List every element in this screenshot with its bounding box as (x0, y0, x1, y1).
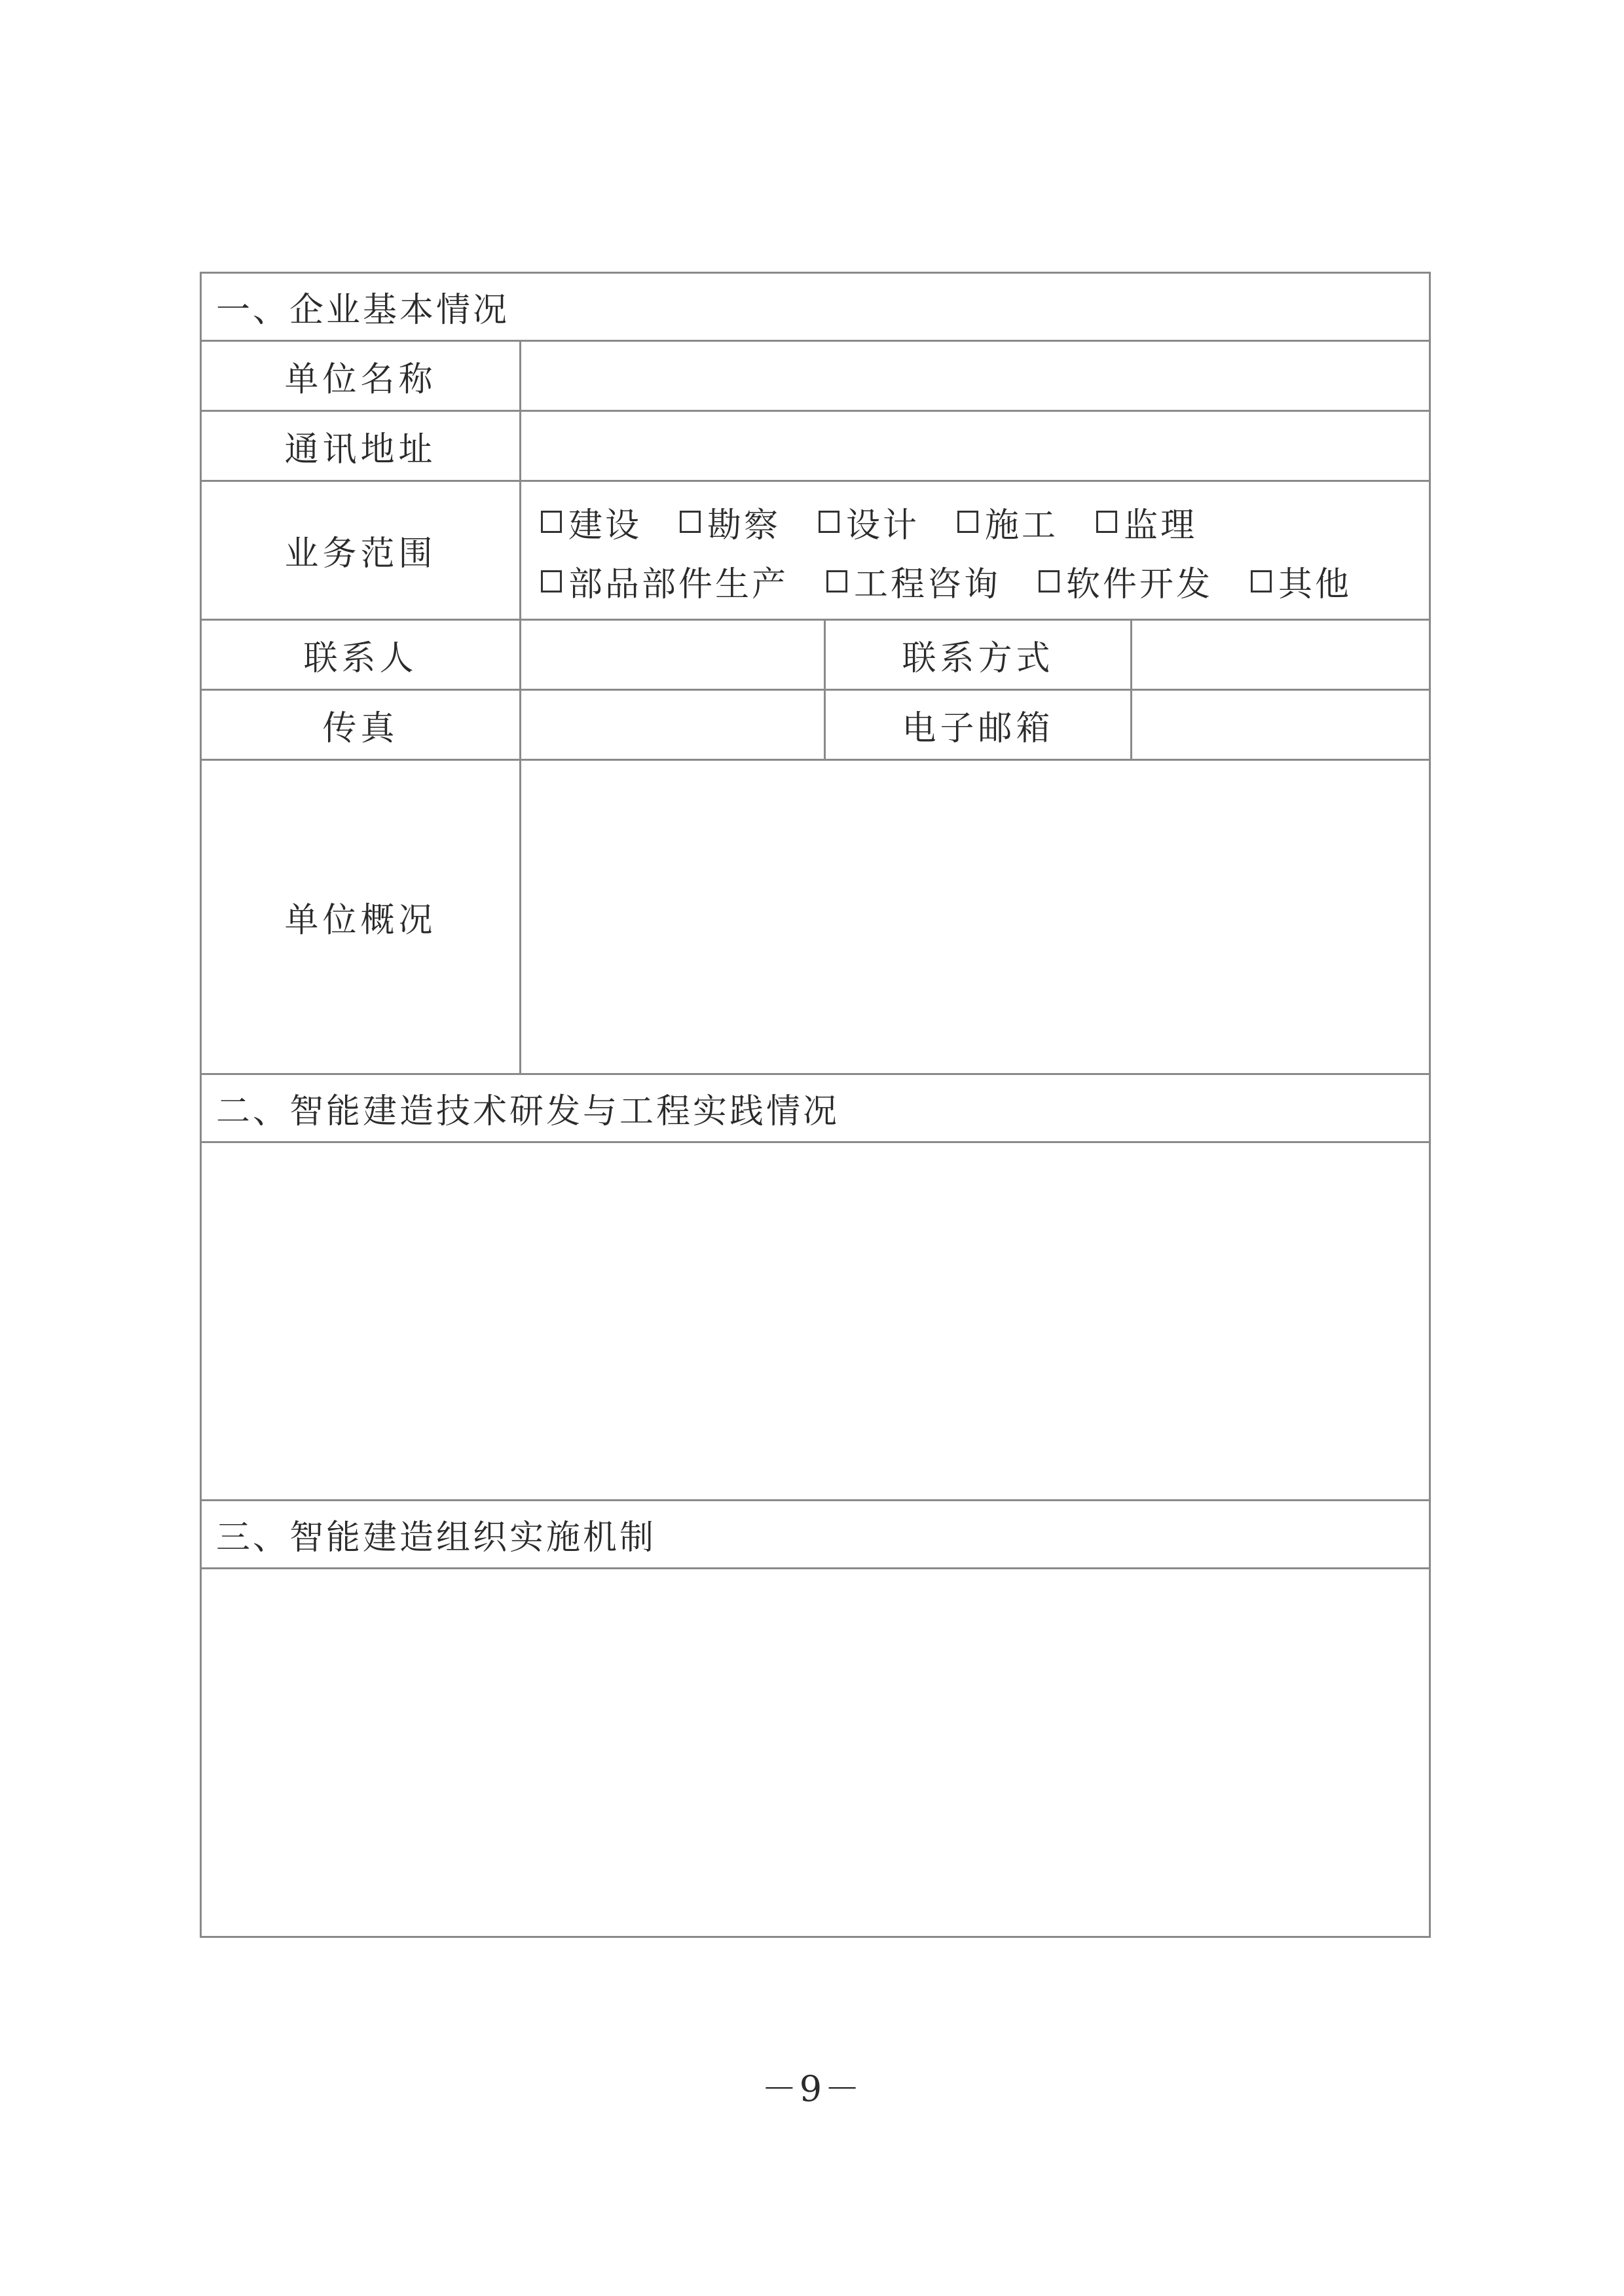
overview-label: 单位概况 (284, 901, 437, 940)
business-scope-options (519, 482, 1429, 619)
enterprise-info-form (200, 272, 1431, 1938)
scope-option-survey[interactable] (680, 498, 781, 547)
rd-content-field[interactable] (202, 1143, 1429, 1499)
unit-name-field[interactable] (519, 342, 1429, 410)
checkbox-icon[interactable] (1251, 570, 1272, 592)
rd-content-row (202, 1143, 1429, 1501)
checkbox-icon[interactable] (541, 511, 562, 533)
section-basic-title: 一、企业基本情况 (216, 291, 510, 330)
section-rd-row (202, 1075, 1429, 1143)
scope-option-label: 工程咨询 (854, 565, 1001, 605)
scope-option-label: 设计 (846, 505, 920, 545)
mechanism-content-field[interactable] (202, 1569, 1429, 1936)
checkbox-icon[interactable] (819, 511, 840, 533)
unit-name-label: 单位名称 (284, 359, 437, 399)
scope-option-other[interactable] (1251, 556, 1352, 606)
scope-option-components[interactable] (541, 556, 788, 606)
scope-option-consulting[interactable] (826, 556, 1001, 606)
section-mechanism-row (202, 1501, 1429, 1569)
page-number: －9－ (761, 2068, 863, 2109)
scope-option-design[interactable] (819, 498, 919, 547)
scope-option-supervision[interactable] (1096, 498, 1197, 547)
checkbox-icon[interactable] (680, 511, 701, 533)
section-rd-title: 二、智能建造技术研发与工程实践情况 (216, 1092, 840, 1131)
fax-label: 传真 (322, 708, 399, 748)
unit-name-row (202, 342, 1429, 412)
overview-row (202, 761, 1429, 1075)
scope-options-line-2 (541, 556, 1352, 606)
mechanism-content-row (202, 1569, 1429, 1936)
contact-person-label: 联系人 (303, 638, 418, 678)
address-field[interactable] (519, 412, 1429, 480)
scope-option-build[interactable] (957, 498, 1058, 547)
scope-option-label: 施工 (985, 505, 1059, 545)
fax-field[interactable] (519, 691, 824, 759)
contact-method-label: 联系方式 (824, 621, 1130, 689)
contact-row (202, 621, 1429, 691)
section-basic-row (202, 274, 1429, 342)
scope-option-label: 部品部件生产 (568, 565, 789, 605)
scope-option-label: 软件开发 (1066, 565, 1213, 605)
contact-method-field[interactable] (1130, 621, 1429, 689)
contact-person-field[interactable] (519, 621, 824, 689)
business-scope-row (202, 482, 1429, 621)
address-row (202, 412, 1429, 482)
scope-option-label: 勘察 (707, 505, 781, 545)
overview-field[interactable] (519, 761, 1429, 1073)
fax-email-row (202, 691, 1429, 761)
checkbox-icon[interactable] (1039, 570, 1060, 592)
scope-options-line-1 (541, 498, 1197, 547)
scope-option-label: 建设 (568, 505, 642, 545)
business-scope-label: 业务范围 (284, 534, 437, 574)
scope-option-software[interactable] (1039, 556, 1213, 606)
scope-option-label: 其他 (1278, 565, 1352, 605)
checkbox-icon[interactable] (826, 570, 847, 592)
email-label: 电子邮箱 (824, 691, 1130, 759)
checkbox-icon[interactable] (1096, 511, 1117, 533)
email-field[interactable] (1130, 691, 1429, 759)
checkbox-icon[interactable] (541, 570, 562, 592)
address-label: 通讯地址 (284, 429, 437, 469)
scope-option-label: 监理 (1124, 505, 1198, 545)
scope-option-construction[interactable] (541, 498, 642, 547)
section-mechanism-title: 三、智能建造组织实施机制 (216, 1518, 657, 1558)
checkbox-icon[interactable] (957, 511, 978, 533)
